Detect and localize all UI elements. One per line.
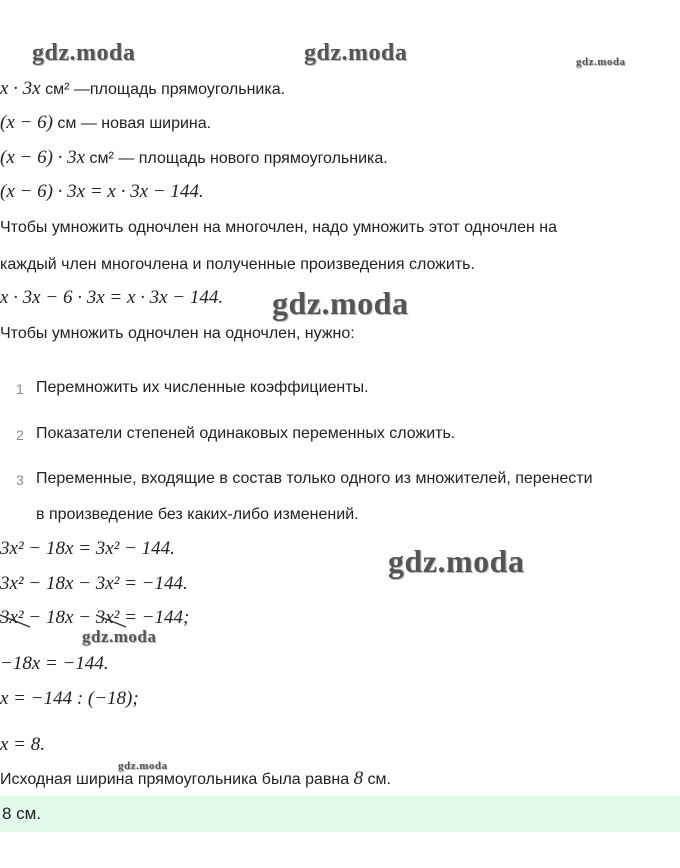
line-text: Исходная ширина прямоугольника была равна <box>0 771 354 788</box>
cancelled-term: 3x² <box>96 607 120 629</box>
paragraph-text: каждый член многочлена и полученные произведения сложить. <box>0 256 475 273</box>
watermark: gdz.moda <box>576 56 626 68</box>
watermark: gdz.moda <box>82 627 157 646</box>
list-number: 3 <box>16 472 24 488</box>
paragraph-text: Чтобы умножить одночлен на многочлен, надо умножить этот одночлен на <box>0 219 557 236</box>
watermark: gdz.moda <box>388 543 525 579</box>
conclusion-line <box>0 768 391 790</box>
math-expr: − 18x − <box>23 607 96 628</box>
equation: 3x² − 18x = 3x² − 144. <box>0 538 175 559</box>
math-expr: 8 <box>353 768 364 789</box>
paragraph-text: Чтобы умножить одночлен на одночлен, нужно: <box>0 325 355 342</box>
answer-text: 8 см. <box>2 804 42 823</box>
math-expr: = −144; <box>119 607 190 628</box>
answer-box <box>0 796 680 832</box>
equation: x = −144 : (−18); <box>0 688 139 709</box>
equation: −18x = −144. <box>0 653 109 674</box>
new-width-line <box>0 112 211 134</box>
line-text: см — новая ширина. <box>52 115 212 132</box>
strike-mark <box>94 609 128 631</box>
cancelled-term: 3x² <box>0 607 24 629</box>
equation: x · 3x − 6 · 3x = x · 3x − 144. <box>0 287 224 308</box>
list-number: 2 <box>16 427 24 443</box>
new-area-line <box>0 147 388 169</box>
list-number: 1 <box>16 381 24 397</box>
watermark: gdz.moda <box>304 40 408 66</box>
watermark: gdz.moda <box>32 40 136 66</box>
line-text: см² —площадь прямоугольника. <box>40 81 286 98</box>
equation: 3x² − 18x − 3x² = −144. <box>0 573 188 594</box>
line-text: см² — площадь нового прямоугольника. <box>85 150 388 167</box>
equation: x = 8. <box>0 734 46 755</box>
strike-mark <box>0 609 32 631</box>
math-expr: (x − 6) · 3x <box>0 147 86 168</box>
equation-cancelled <box>0 607 189 629</box>
list-text: Показатели степеней одинаковых переменных сложить. <box>36 425 456 442</box>
equation: (x − 6) · 3x = x · 3x − 144. <box>0 181 204 202</box>
math-expr: (x − 6) <box>0 112 53 133</box>
line-text: см. <box>363 771 391 788</box>
area-line <box>0 78 285 100</box>
watermark: gdz.moda <box>118 760 168 772</box>
watermark: gdz.moda <box>272 285 409 321</box>
list-text: Переменные, входящие в состав только одного из множителей, перенести <box>36 470 593 487</box>
list-text: Перемножить их численные коэффициенты. <box>36 379 369 396</box>
math-expr: x · 3x <box>0 78 41 99</box>
list-text: в произведение без каких-либо изменений. <box>36 506 359 523</box>
